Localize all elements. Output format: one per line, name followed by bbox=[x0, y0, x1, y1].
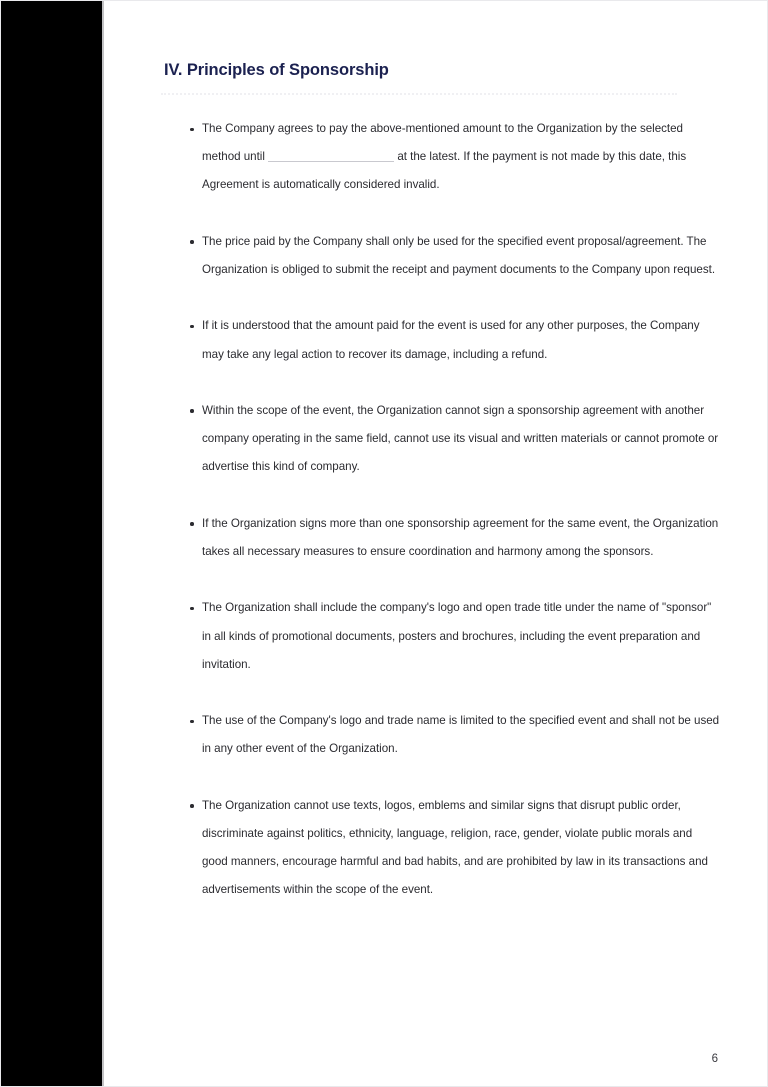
clause-text: If the Organization signs more than one sponsorship agreement for the same event, the Organization takes all necessary measures to ensure coordination and harmony among the sponsors. bbox=[202, 516, 719, 558]
clause-exclusivity bbox=[190, 397, 720, 482]
clause-payment-deadline bbox=[190, 115, 720, 200]
clause-text: The Company agrees to pay the above-mentioned amount to the Organization by the selected method until bbox=[202, 122, 683, 164]
clause-list bbox=[190, 115, 720, 905]
page-content bbox=[164, 59, 720, 905]
title-divider bbox=[161, 93, 677, 95]
clause-text: The Organization shall include the company's logo and open trade title under the name of "sponsor" in all kinds of promotional documents, posters and brochures, including the event preparation and invitation. bbox=[202, 601, 712, 671]
clause-multiple-sponsors bbox=[190, 510, 720, 566]
clause-use-of-price bbox=[190, 228, 720, 284]
clause-text: If it is understood that the amount paid for the event is used for any other purposes, the Company may take any legal action to recover its damage, including a refund. bbox=[202, 319, 700, 361]
clause-misuse-legal-action bbox=[190, 312, 720, 368]
page-number: 6 bbox=[711, 1053, 718, 1065]
page-title: IV. Principles of Sponsorship bbox=[164, 61, 389, 79]
clause-logo-usage-limit bbox=[190, 707, 720, 763]
left-decorative-band bbox=[1, 1, 102, 1087]
clause-text: The Organization cannot use texts, logos, emblems and similar signs that disrupt public order, discriminate against politics, ethnicity, language, religion, race, gender, violate public morals and good manners, encourage harmful and bad habits, and are prohibited by law in its transactions and advertisements within the scope of the event. bbox=[202, 798, 708, 897]
clause-text: The price paid by the Company shall only be used for the specified event proposal/agreement. The Organization is obliged to submit the receipt and payment documents to the Company upon request. bbox=[202, 234, 716, 276]
clause-logo-placement bbox=[190, 594, 720, 679]
clause-text: Within the scope of the event, the Organization cannot sign a sponsorship agreement with another company operating in the same field, cannot use its visual and written materials or cannot promote or advertise this kind of company. bbox=[202, 403, 719, 474]
clause-prohibited-content bbox=[190, 792, 720, 905]
clause-text: at the latest. If the payment is not made by this date, this Agreement is automatically considered invalid. bbox=[202, 150, 687, 192]
fill-in-blank-field[interactable] bbox=[268, 149, 394, 162]
clause-text: The use of the Company's logo and trade name is limited to the specified event and shall not be used in any other event of the Organization. bbox=[202, 714, 720, 756]
left-band-edge-divider bbox=[102, 1, 104, 1087]
